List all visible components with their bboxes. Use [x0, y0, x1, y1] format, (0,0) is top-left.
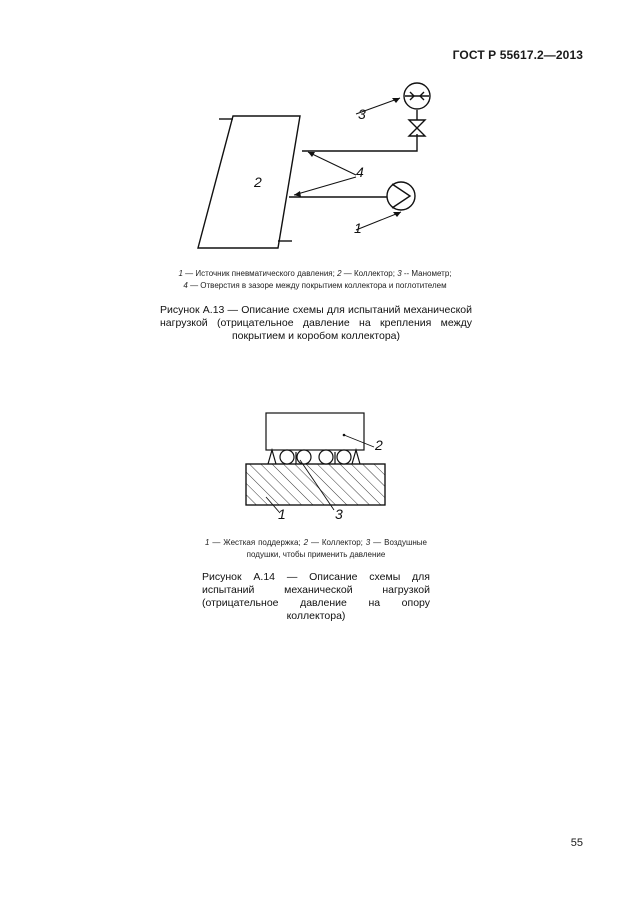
legend-text: — Жесткая поддержка; — [209, 538, 304, 547]
legend-key: 3 — [397, 269, 402, 278]
legend-text: — Отверстия в зазоре между покрытием коллектора и поглотителем — [187, 281, 447, 290]
label-manometer: 3 — [358, 106, 366, 122]
air-cushion — [337, 450, 351, 464]
legend-key: 4 — [183, 281, 188, 290]
legend-key: 2 — [337, 269, 342, 278]
air-cushion — [297, 450, 311, 464]
legend-key: 2 — [303, 538, 309, 547]
label-support: 1 — [278, 506, 286, 522]
legend-key: 3 — [365, 538, 371, 547]
figure-a14-legend — [205, 537, 427, 561]
legend-key: 1 — [178, 269, 183, 278]
collector-box — [266, 413, 364, 450]
air-cushion — [280, 450, 294, 464]
figure-a13-caption: Рисунок А.13 — Описание схемы для испытаний механической нагрузкой (отрицательное давление на крепления между покрытием и коробом коллектора) — [160, 304, 472, 342]
page-number: 55 — [570, 837, 583, 849]
legend-text: — Воздушные подушки, чтобы применить давление — [246, 538, 427, 559]
legend-key: 1 — [205, 538, 210, 547]
label-source: 1 — [354, 220, 362, 236]
standard-code: ГОСТ Р 55617.2—2013 — [452, 48, 583, 62]
legend-text: -- Манометр; — [401, 269, 452, 278]
air-cushion — [319, 450, 333, 464]
rigid-support — [246, 464, 385, 505]
label-collector-14: 2 — [375, 437, 383, 453]
legend-text: — Источник пневматического давления; — [182, 269, 338, 278]
figure-a14-caption: Рисунок А.14 — Описание схемы для испытаний механической нагрузкой (отрицательное давление на опору коллектора) — [202, 571, 430, 622]
label-cushions: 3 — [335, 506, 343, 522]
label-holes: 4 — [356, 164, 364, 180]
legend-text: — Коллектор; — [341, 269, 398, 278]
legend-text: — Коллектор; — [308, 538, 366, 547]
label-collector: 2 — [254, 174, 262, 190]
